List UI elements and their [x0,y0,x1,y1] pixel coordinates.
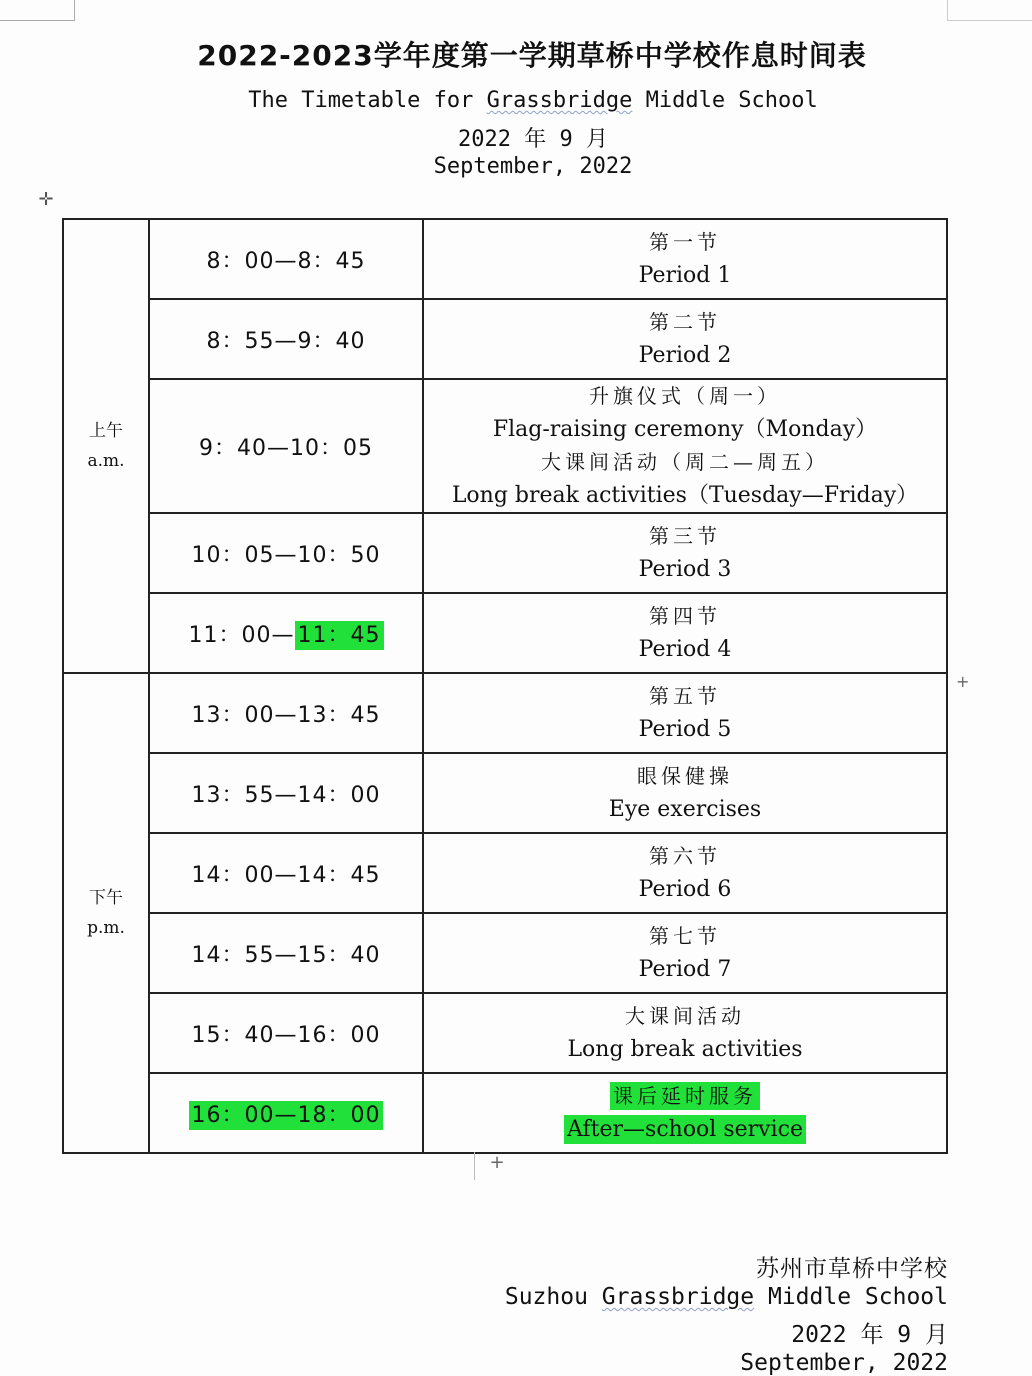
activity-en: Period 6 [638,877,732,902]
time-cell: 13：00—13：45 [149,673,423,753]
time-start: 11：00— [188,622,295,648]
signature-part: Suzhou [504,1284,602,1310]
highlighted-time: 16：00—18：00 [189,1101,384,1130]
activity-cell [423,299,947,379]
spellcheck-flagged-word[interactable]: Grassbridge [486,88,633,113]
activity-cell [423,593,947,673]
activity-en: Eye exercises [608,797,762,822]
time-cell: 13：55—14：00 [149,753,423,833]
pm-label-en: p.m. [87,918,125,938]
activity-cell [423,993,947,1073]
english-title [0,88,1032,113]
am-label-en: a.m. [87,451,125,471]
time-cell: 8：00—8：45 [149,219,423,299]
am-label-cell [63,219,149,673]
table-row [63,673,947,753]
time-cell [149,1073,423,1153]
activity-en: Period 7 [638,957,732,982]
activity-cell [423,513,947,593]
time-cell: 9：40—10：05 [149,379,423,513]
activity-cn: 眼保健操 [637,764,733,788]
activity-cn: 第六节 [649,844,721,868]
activity-en: Period 2 [638,343,732,368]
highlighted-activity-cn: 课后延时服务 [610,1082,760,1110]
pm-label-cell [63,673,149,1153]
activity-cn: 升旗仪式（周一） [589,384,781,408]
activity-cell [423,753,947,833]
activity-cell [423,913,947,993]
table-row [63,993,947,1073]
highlighted-time-end: 11：45 [295,621,384,650]
table-move-handle-icon[interactable]: ✛ [38,189,54,210]
table-row [63,1073,947,1153]
timetable [62,218,948,1154]
activity-cell [423,673,947,753]
table-row [63,379,947,513]
signature-school-cn: 苏州市草桥中学校 [756,1256,948,1282]
signature-school-en [505,1284,948,1310]
activity-cn: 第五节 [649,684,721,708]
highlighted-activity-en: After—school service [564,1115,806,1144]
activity-cn: 第二节 [649,310,721,334]
pm-label-cn: 下午 [89,888,123,908]
signature-date-en: September, 2022 [740,1350,948,1376]
activity-cn: 第七节 [649,924,721,948]
table-row [63,593,947,673]
activity-en: Period 1 [638,263,732,288]
time-cell: 10：05—10：50 [149,513,423,593]
page-corner-mark-top-right [947,0,1032,21]
am-label-cn: 上午 [89,421,123,441]
add-row-icon[interactable]: + [474,1152,519,1180]
activity-en-2: Long break activities（Tuesday—Friday） [451,483,919,508]
table-row [63,753,947,833]
activity-en: Period 5 [638,717,732,742]
english-title-part: The Timetable for [248,88,487,113]
activity-cell [423,379,947,513]
page-corner-mark-top-left [0,0,75,21]
english-title-part: Middle School [632,88,818,113]
activity-cell [423,1073,947,1153]
time-cell [149,593,423,673]
activity-en: Long break activities [567,1037,803,1062]
signature-date-cn: 2022 年 9 月 [791,1322,948,1348]
activity-en: Period 4 [638,637,732,662]
activity-cell [423,833,947,913]
activity-en: Flag-raising ceremony（Monday） [492,417,878,442]
table-row [63,299,947,379]
time-cell: 8：55—9：40 [149,299,423,379]
date-cn: 2022 年 9 月 [458,127,608,152]
document-title: 2022-2023学年度第一学期草桥中学校作息时间表 [197,39,867,72]
spellcheck-flagged-word[interactable]: Grassbridge [601,1284,755,1310]
time-cell: 14：55—15：40 [149,913,423,993]
activity-cn: 大课间活动 [625,1004,745,1028]
time-cell: 14：00—14：45 [149,833,423,913]
time-cell: 15：40—16：00 [149,993,423,1073]
table-row [63,219,947,299]
add-column-icon[interactable]: + [956,672,970,691]
activity-cell [423,219,947,299]
table-row [63,913,947,993]
table-row [63,833,947,913]
table-row [63,513,947,593]
signature-part: Middle School [754,1284,948,1310]
date-en: September, 2022 [433,154,633,179]
activity-cn: 第四节 [649,604,721,628]
activity-cn: 第一节 [649,230,721,254]
activity-cn-2: 大课间活动（周二—周五） [541,450,829,474]
activity-en: Period 3 [638,557,732,582]
activity-cn: 第三节 [649,524,721,548]
